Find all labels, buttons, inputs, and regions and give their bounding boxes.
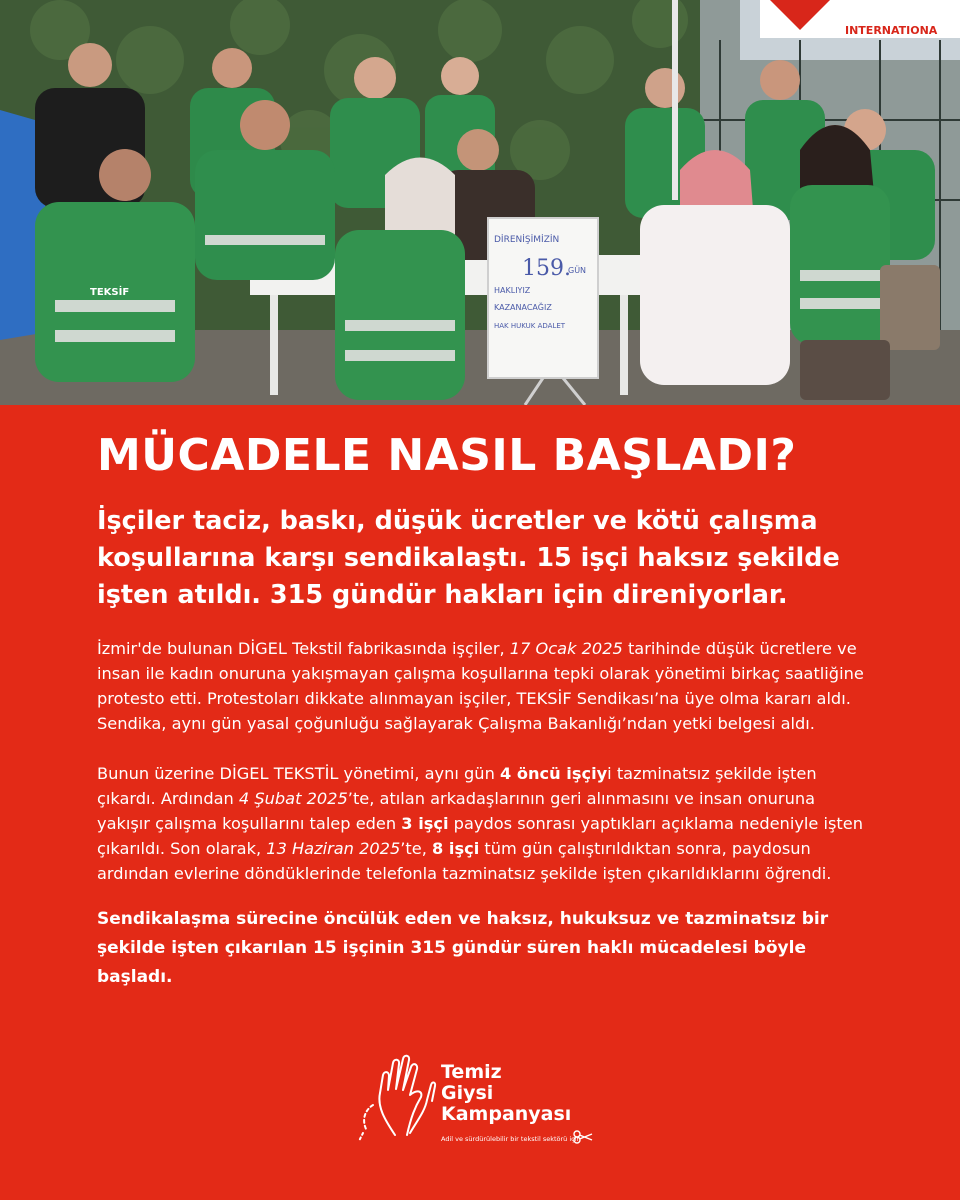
- banner-text: INTERNATIONA: [845, 24, 938, 37]
- p2-date-2: 13 Haziran 2025: [266, 839, 401, 858]
- hands-icon: [355, 1045, 441, 1145]
- p2-date-1: 4 Şubat 2025: [238, 789, 348, 808]
- whiteboard-count: 159.: [522, 256, 571, 281]
- scissors-icon: [573, 1130, 593, 1144]
- p2-bold-3: 8 işçi: [432, 839, 480, 858]
- p2-text-4: paydos sonrası yaptıkları açıklama nedeniyle işten çıkarıldı. Son olarak,: [97, 814, 863, 858]
- p2-text-2: i tazminatsız şekilde işten çıkardı. Ardından: [97, 764, 817, 808]
- paragraph-1: [97, 636, 867, 736]
- article: [97, 425, 867, 992]
- logo-tagline: Adil ve sürdürülebilir bir tekstil sektörü için: [441, 1135, 581, 1143]
- vest-label: TEKSİF: [90, 287, 130, 298]
- p2-text-3: ’te, atılan arkadaşlarının geri alınmasını ve insan onuruna yakışır çalışma koşullarını talep eden: [97, 789, 816, 833]
- whiteboard-line1: DİRENİŞİMİZİN: [494, 235, 560, 245]
- header-photo: [0, 0, 960, 405]
- logo-line2: Giysi: [441, 1082, 494, 1104]
- whiteboard-line4: HAK HUKUK ADALET: [494, 322, 566, 330]
- paragraph-1-part1: İzmir'de bulunan DİGEL Tekstil fabrikasında işçiler,: [97, 639, 510, 658]
- whiteboard-line3: KAZANACAĞIZ: [494, 303, 552, 312]
- p2-bold-2: 3 işçi: [401, 814, 449, 833]
- campaign-logo: [355, 1045, 605, 1145]
- conclusion: Sendikalaşma sürecine öncülük eden ve haksız, hukuksuz ve tazminatsız bir şekilde işten çıkarılan 15 işçinin 315 gündür süren haklı mücadelesi böyle başladı.: [97, 909, 829, 987]
- logo-line3: Kampanyası: [441, 1103, 572, 1125]
- p2-bold-1: 4 öncü işçiy: [499, 764, 608, 783]
- logo-line1: Temiz: [441, 1061, 502, 1083]
- paragraph-1-part2: tarihinde düşük ücretlere ve insan ile kadın onuruna yakışmayan çalışma koşullarına tepki olarak yönetimi birkaç saatliğine protesto etti. Protestoları dikkate alınmayan işçiler, TEKSİF Sendikası’na üye olma kararı aldı. Sendika, aynı gün yasal çoğunluğu sağlayarak Çalışma Bakanlığı’ndan yetki belgesi aldı.: [97, 639, 864, 733]
- logo-wordmark: [441, 1062, 571, 1125]
- p2-text-1: Bunun üzerine DİGEL TEKSTİL yönetimi, aynı gün: [97, 764, 500, 783]
- whiteboard-unit: GÜN: [568, 266, 587, 275]
- paragraph-2: [97, 761, 867, 886]
- p2-text-5: ’te,: [400, 839, 433, 858]
- whiteboard: [488, 218, 598, 405]
- p2-text-6: tüm gün çalıştırıldıktan sonra, paydosun ardından evlerine döndüklerinde telefonla tazminatsız şekilde işten çıkarıldıklarını öğrendi.: [97, 839, 832, 883]
- date-17-ocak: 17 Ocak 2025: [509, 639, 623, 658]
- subheadline: İşçiler taciz, baskı, düşük ücretler ve kötü çalışma koşullarına karşı sendikalaştı. 15 işçi haksız şekilde işten atıldı. 315 gündür hakları için direniyorlar.: [97, 506, 840, 610]
- page-title: MÜCADELE NASIL BAŞLADI?: [97, 430, 797, 481]
- whiteboard-line2: HAKLIYIZ: [494, 286, 531, 295]
